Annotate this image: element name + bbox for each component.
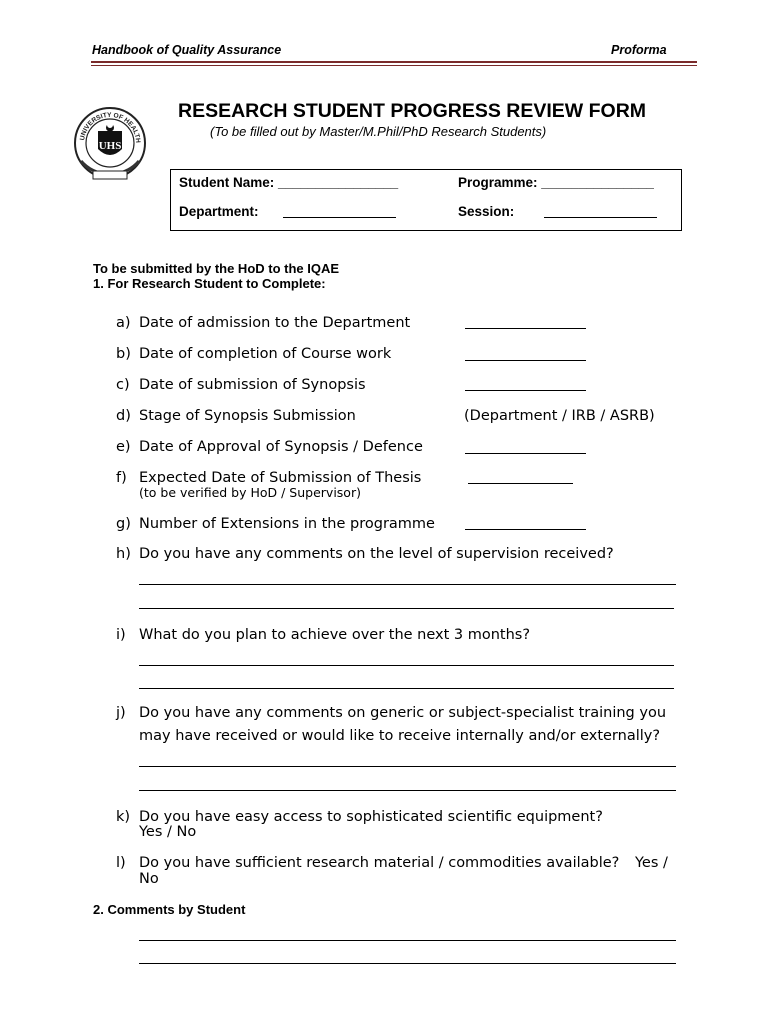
question-c-blank[interactable]	[465, 390, 586, 391]
question-l-text: Do you have sufficient research material / commodities available?	[139, 855, 620, 871]
question-h-marker: h)	[116, 546, 131, 562]
form-subtitle: (To be filled out by Master/M.Phil/PhD Research Students)	[210, 124, 547, 139]
student-name-field[interactable]: Student Name: ________________	[179, 175, 399, 190]
question-f-blank[interactable]	[468, 483, 573, 484]
question-j-answer-line[interactable]	[139, 766, 676, 767]
question-l-options-wrap[interactable]: No	[139, 871, 159, 887]
question-k-text: Do you have easy access to sophisticated scientific equipment?	[139, 809, 603, 825]
question-h-answer-line[interactable]	[139, 608, 674, 609]
question-g-blank[interactable]	[465, 529, 586, 530]
question-d-text: Stage of Synopsis Submission	[139, 408, 356, 424]
question-h-text: Do you have any comments on the level of supervision received?	[139, 546, 614, 562]
question-g-marker: g)	[116, 516, 131, 532]
question-f-text: Expected Date of Submission of Thesis	[139, 470, 422, 486]
handbook-header: Handbook of Quality Assurance	[92, 43, 282, 57]
student-comments-line[interactable]	[139, 963, 676, 964]
question-d-marker: d)	[116, 408, 131, 424]
question-g-text: Number of Extensions in the programme	[139, 516, 435, 532]
question-i-answer-line[interactable]	[139, 688, 674, 689]
question-j-text-line2: may have received or would like to receive internally and/or externally?	[139, 728, 661, 744]
submission-note: To be submitted by the HoD to the IQAE	[93, 261, 340, 276]
logo-initials: UHS	[98, 140, 122, 152]
question-c-text: Date of submission of Synopsis	[139, 377, 366, 393]
form-title: RESEARCH STUDENT PROGRESS REVIEW FORM	[178, 100, 647, 122]
student-comments-line[interactable]	[139, 940, 676, 941]
question-e-blank[interactable]	[465, 453, 586, 454]
department-label: Department:	[179, 204, 259, 219]
question-k-marker: k)	[116, 809, 131, 825]
question-d-options[interactable]: (Department / IRB / ASRB)	[464, 408, 655, 424]
question-l-marker: l)	[116, 855, 126, 871]
question-e-text: Date of Approval of Synopsis / Defence	[139, 439, 423, 455]
logo-ring-text: UNIVERSITY OF HEALTH	[79, 111, 142, 144]
question-i-text: What do you plan to achieve over the next 3 months?	[139, 627, 531, 643]
proforma-header: Proforma	[611, 43, 667, 57]
question-l-options[interactable]: Yes /	[635, 855, 668, 871]
question-b-blank[interactable]	[465, 360, 586, 361]
header-rule	[91, 61, 697, 63]
session-blank[interactable]	[544, 217, 657, 218]
question-b-text: Date of completion of Course work	[139, 346, 392, 362]
section-2-heading: 2. Comments by Student	[93, 902, 246, 917]
question-a-blank[interactable]	[465, 328, 586, 329]
question-c-marker: c)	[116, 377, 130, 393]
university-logo	[71, 103, 149, 183]
question-a-marker: a)	[116, 315, 131, 331]
question-e-marker: e)	[116, 439, 131, 455]
question-a-text: Date of admission to the Department	[139, 315, 411, 331]
question-b-marker: b)	[116, 346, 131, 362]
question-j-answer-line[interactable]	[139, 790, 676, 791]
question-f-note: (to be verified by HoD / Supervisor)	[139, 485, 361, 500]
question-i-answer-line[interactable]	[139, 665, 674, 666]
question-k-options[interactable]: Yes / No	[139, 824, 197, 840]
department-blank[interactable]	[283, 217, 396, 218]
question-i-marker: i)	[116, 627, 126, 643]
session-label: Session:	[458, 204, 515, 219]
programme-field[interactable]: Programme: _______________	[458, 175, 654, 190]
question-j-text-line1: Do you have any comments on generic or subject-specialist training you	[139, 705, 667, 721]
section-1-heading: 1. For Research Student to Complete:	[93, 276, 326, 291]
question-h-answer-line[interactable]	[139, 584, 676, 585]
question-j-marker: j)	[116, 705, 126, 721]
header-rule-thin	[91, 65, 697, 66]
question-f-marker: f)	[116, 470, 127, 486]
